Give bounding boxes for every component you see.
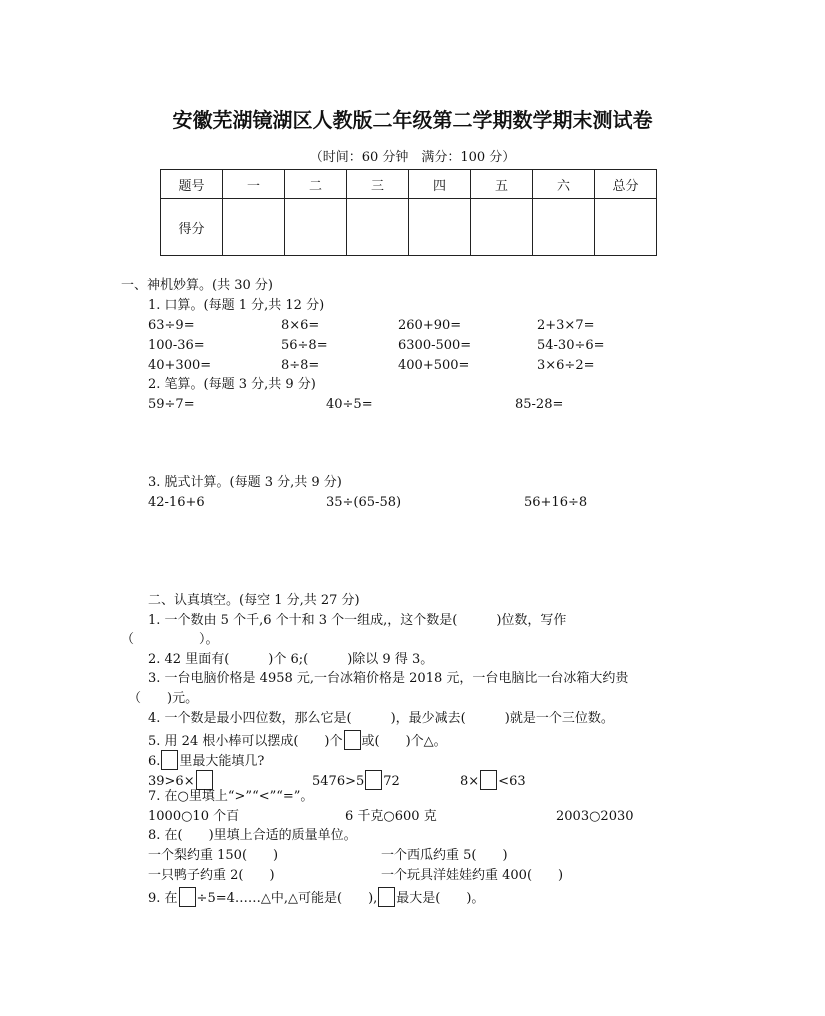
- score-blank-cell: [595, 199, 657, 256]
- problem: 39>6×: [148, 770, 214, 790]
- question-text: 2. 42 里面有( )个 6;( )除以 9 得 3。: [148, 652, 434, 667]
- problem: 6300-500=: [398, 338, 472, 353]
- score-header-cell: 四: [409, 170, 471, 199]
- question-text: 8. 在( )里填上合适的质量单位。: [148, 828, 357, 843]
- part-2-heading: 2. 笔算。(每题 3 分,共 9 分): [148, 377, 316, 392]
- score-header-cell: 三: [347, 170, 409, 199]
- problem: 一个西瓜约重 5( ): [381, 848, 508, 863]
- problem: 63÷9=: [148, 318, 195, 333]
- question-text: 1. 一个数由 5 个千,6 个十和 3 个一组成,，这个数是( )位数，写作: [148, 613, 567, 628]
- problem: 40+300=: [148, 358, 212, 373]
- score-header-cell: 题号: [161, 170, 223, 199]
- problem: 3×6÷2=: [537, 358, 595, 373]
- answer-box: [196, 770, 213, 790]
- question-text: 5. 用 24 根小棒可以摆成( )个 或( )个△。: [148, 730, 447, 750]
- score-header-cell: 五: [471, 170, 533, 199]
- problem: 一个玩具洋娃娃约重 400( ): [381, 868, 564, 883]
- part-1-heading: 1. 口算。(每题 1 分,共 12 分): [148, 298, 325, 313]
- problem: 2003○2030: [556, 809, 634, 824]
- problem: 8× <63: [460, 770, 526, 790]
- section-1-heading: 一、神机妙算。(共 30 分): [121, 278, 273, 293]
- answer-box: [378, 887, 395, 907]
- answer-box: [179, 887, 196, 907]
- score-blank-cell: [347, 199, 409, 256]
- score-blank-cell: [409, 199, 471, 256]
- question-text: 7. 在○里填上“>”“<”“=”。: [148, 789, 314, 804]
- page-title: 安徽芜湖镜湖区人教版二年级第二学期数学期末测试卷: [172, 108, 653, 132]
- question-text: 6. 里最大能填几?: [148, 750, 264, 770]
- question-text: （ ）。: [121, 632, 219, 647]
- problem: 260+90=: [398, 318, 462, 333]
- answer-box: [344, 730, 361, 750]
- problem: 400+500=: [398, 358, 470, 373]
- question-text: 9. 在 ÷5=4……△中,△可能是( ), 最大是( )。: [148, 887, 484, 907]
- problem: 8×6=: [281, 318, 320, 333]
- problem: 56+16÷8: [524, 495, 588, 510]
- problem: 一个梨约重 150( ): [148, 848, 279, 863]
- problem: 54-30÷6=: [537, 338, 605, 353]
- score-header-cell: 二: [285, 170, 347, 199]
- answer-box: [365, 770, 382, 790]
- problem: 85-28=: [515, 397, 564, 412]
- score-header-cell: 总分: [595, 170, 657, 199]
- problem: 一只鸭子约重 2( ): [148, 868, 275, 883]
- problem: 42-16+6: [148, 495, 205, 510]
- question-text: 4. 一个数是最小四位数，那么它是( )，最少减去( )就是一个三位数。: [148, 711, 614, 726]
- problem: 35÷(65-58): [326, 495, 402, 510]
- problem: 5476>5 72: [312, 770, 400, 790]
- answer-box: [161, 750, 178, 770]
- score-blank-cell: [223, 199, 285, 256]
- section-2-heading: 二、认真填空。(每空 1 分,共 27 分): [148, 593, 360, 608]
- question-text: 3. 一台电脑价格是 4958 元,一台冰箱价格是 2018 元，一台电脑比一台冰箱大约贵: [148, 671, 629, 686]
- problem: 2+3×7=: [537, 318, 595, 333]
- score-table: [160, 169, 657, 256]
- part-3-heading: 3. 脱式计算。(每题 3 分,共 9 分): [148, 475, 342, 490]
- problem: 6 千克○600 克: [345, 809, 437, 824]
- answer-box: [480, 770, 497, 790]
- score-blank-cell: [285, 199, 347, 256]
- problem: 8÷8=: [281, 358, 320, 373]
- score-blank-cell: [471, 199, 533, 256]
- exam-time-info: （时间：60 分钟 满分：100 分）: [309, 150, 516, 165]
- question-text: （ )元。: [128, 691, 199, 706]
- problem: 56÷8=: [281, 338, 328, 353]
- problem: 1000○10 个百: [148, 809, 240, 824]
- problem: 59÷7=: [148, 397, 195, 412]
- score-header-cell: 一: [223, 170, 285, 199]
- score-row-label: 得分: [161, 199, 223, 256]
- problem: 40÷5=: [326, 397, 373, 412]
- problem: 100-36=: [148, 338, 205, 353]
- score-blank-cell: [533, 199, 595, 256]
- score-header-cell: 六: [533, 170, 595, 199]
